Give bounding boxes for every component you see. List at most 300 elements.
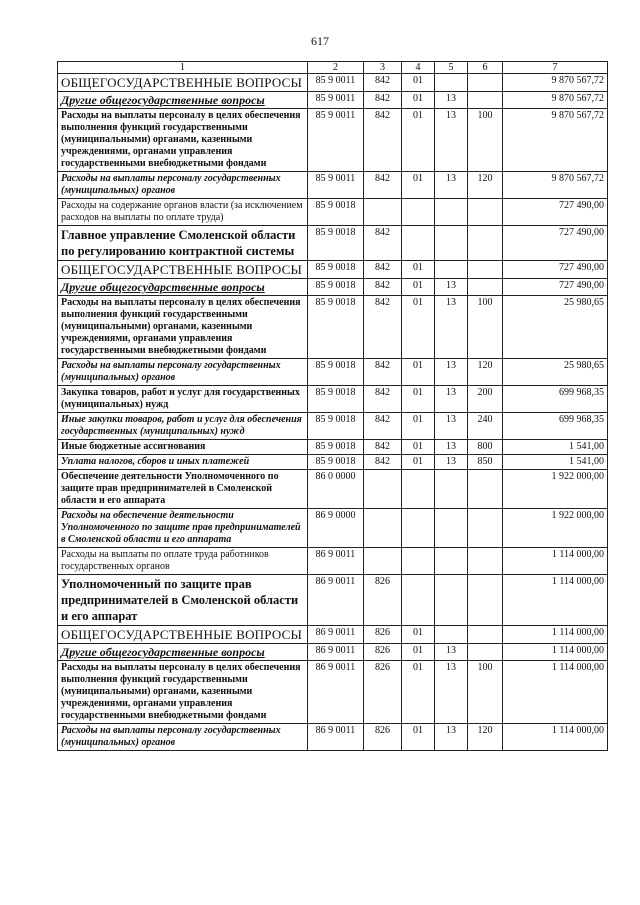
row-name: Расходы на выплаты по оплате труда работников государственных органов: [61, 549, 269, 572]
section-code-cell: [402, 455, 435, 470]
row-name-cell: [58, 261, 308, 279]
target-article-code-cell: [308, 470, 364, 509]
table-row: [58, 172, 608, 199]
amount: 727 490,00: [559, 262, 604, 273]
row-name: Иные бюджетные ассигнования: [61, 441, 206, 452]
target-article-code: 86 9 0011: [315, 662, 356, 673]
expense-type-code-cell: [468, 548, 503, 575]
amount: 1 114 000,00: [551, 549, 604, 560]
ministry-code: 842: [375, 280, 390, 291]
ministry-code-cell: [364, 74, 402, 92]
row-name: ОБЩЕГОСУДАРСТВЕННЫЕ ВОПРОСЫ: [61, 627, 302, 642]
table-row: [58, 413, 608, 440]
amount: 1 114 000,00: [551, 725, 604, 736]
target-article-code: 85 9 0018: [315, 280, 356, 291]
section-code-cell: [402, 575, 435, 626]
table-row: [58, 386, 608, 413]
table-row: [58, 644, 608, 661]
row-name-cell: [58, 548, 308, 575]
target-article-code: 85 9 0018: [315, 456, 356, 467]
section-code-cell: [402, 92, 435, 109]
section-code-cell: [402, 109, 435, 172]
column-number-row: [58, 62, 608, 74]
ministry-code-cell: [364, 92, 402, 109]
row-name: Расходы на выплаты персоналу в целях обеспечения выполнения функций государственными (муниципальными) органами, казенными учреждениями, органами управления государственными внебюджетными фондами: [61, 110, 301, 169]
row-name: Расходы на выплаты персоналу в целях обеспечения выполнения функций государственными (муниципальными) органами, казенными учреждениями, органами управления государственными внебюджетными фондами: [61, 297, 301, 356]
expense-type-code-cell: [468, 626, 503, 644]
subsection-code-cell: [435, 470, 468, 509]
subsection-code-cell: [435, 724, 468, 751]
amount-cell: [503, 296, 608, 359]
expense-type-code-cell: [468, 661, 503, 724]
section-code: 01: [413, 360, 423, 371]
subsection-code-cell: [435, 261, 468, 279]
table-row: [58, 261, 608, 279]
row-name-cell: [58, 226, 308, 261]
amount-cell: [503, 509, 608, 548]
target-article-code: 86 9 0011: [315, 645, 356, 656]
section-code: 01: [413, 75, 423, 86]
section-code-cell: [402, 279, 435, 296]
expense-type-code: 100: [477, 297, 493, 308]
expense-type-code-cell: [468, 455, 503, 470]
section-code-cell: [402, 359, 435, 386]
subsection-code: 13: [446, 297, 456, 308]
row-name-cell: [58, 199, 308, 226]
expense-type-code-cell: [468, 509, 503, 548]
target-article-code: 85 9 0018: [315, 262, 356, 273]
target-article-code-cell: [308, 575, 364, 626]
ministry-code: 842: [375, 262, 390, 273]
ministry-code: 842: [375, 441, 390, 452]
expense-type-code-cell: [468, 109, 503, 172]
target-article-code-cell: [308, 296, 364, 359]
target-article-code: 85 9 0018: [315, 200, 356, 211]
expense-type-code-cell: [468, 386, 503, 413]
ministry-code-cell: [364, 575, 402, 626]
section-code: 01: [413, 173, 423, 184]
section-code-cell: [402, 509, 435, 548]
ministry-code-cell: [364, 644, 402, 661]
target-article-code: 86 9 0011: [315, 576, 356, 587]
expense-type-code: 850: [477, 456, 493, 467]
amount: 1 541,00: [569, 441, 604, 452]
expense-type-code: 240: [477, 414, 493, 425]
ministry-code: 826: [375, 725, 390, 736]
row-name-cell: [58, 296, 308, 359]
subsection-code: 13: [446, 456, 456, 467]
amount-cell: [503, 724, 608, 751]
expense-type-code-cell: [468, 359, 503, 386]
table-row: [58, 440, 608, 455]
amount-cell: [503, 92, 608, 109]
subsection-code-cell: [435, 440, 468, 455]
target-article-code: 85 9 0018: [315, 441, 356, 452]
amount: 699 968,35: [559, 414, 604, 425]
ministry-code-cell: [364, 261, 402, 279]
row-name-cell: [58, 626, 308, 644]
expense-type-code-cell: [468, 279, 503, 296]
section-code-cell: [402, 724, 435, 751]
expense-type-code-cell: [468, 226, 503, 261]
amount: 1 114 000,00: [551, 662, 604, 673]
section-code-cell: [402, 74, 435, 92]
subsection-code-cell: [435, 455, 468, 470]
row-name-cell: [58, 644, 308, 661]
row-name: ОБЩЕГОСУДАРСТВЕННЫЕ ВОПРОСЫ: [61, 262, 302, 277]
expense-type-code: 100: [477, 662, 493, 673]
section-code: 01: [413, 414, 423, 425]
section-code-cell: [402, 386, 435, 413]
subsection-code-cell: [435, 548, 468, 575]
target-article-code-cell: [308, 279, 364, 296]
target-article-code: 85 9 0011: [315, 173, 356, 184]
section-code-cell: [402, 261, 435, 279]
ministry-code-cell: [364, 440, 402, 455]
amount-cell: [503, 626, 608, 644]
row-name-cell: [58, 575, 308, 626]
table-row: [58, 92, 608, 109]
section-code: 01: [413, 441, 423, 452]
ministry-code-cell: [364, 509, 402, 548]
ministry-code-cell: [364, 548, 402, 575]
amount: 1 114 000,00: [551, 627, 604, 638]
target-article-code-cell: [308, 626, 364, 644]
page-number: 617: [311, 34, 329, 48]
section-code: 01: [413, 456, 423, 467]
subsection-code-cell: [435, 109, 468, 172]
ministry-code: 826: [375, 645, 390, 656]
subsection-code-cell: [435, 226, 468, 261]
expense-type-code: 800: [477, 441, 493, 452]
subsection-code-cell: [435, 575, 468, 626]
ministry-code-cell: [364, 455, 402, 470]
amount-cell: [503, 455, 608, 470]
section-code-cell: [402, 296, 435, 359]
expense-type-code-cell: [468, 575, 503, 626]
row-name-cell: [58, 109, 308, 172]
table-row: [58, 296, 608, 359]
expense-type-code: 200: [477, 387, 493, 398]
column-number: 1: [58, 62, 308, 74]
row-name: Другие общегосударственные вопросы: [61, 645, 265, 659]
ministry-code: 826: [375, 576, 390, 587]
ministry-code-cell: [364, 109, 402, 172]
row-name-cell: [58, 92, 308, 109]
subsection-code: 13: [446, 414, 456, 425]
target-article-code: 86 9 0000: [315, 510, 356, 521]
expense-type-code: 120: [477, 173, 493, 184]
section-code: 01: [413, 725, 423, 736]
ministry-code-cell: [364, 172, 402, 199]
column-number: 7: [503, 62, 608, 74]
ministry-code: 842: [375, 360, 390, 371]
ministry-code-cell: [364, 626, 402, 644]
expense-type-code-cell: [468, 296, 503, 359]
row-name: Расходы на содержание органов власти (за исключением расходов на выплаты по оплате труда): [61, 200, 303, 223]
target-article-code: 86 0 0000: [315, 471, 356, 482]
ministry-code: 842: [375, 297, 390, 308]
amount-cell: [503, 548, 608, 575]
amount-cell: [503, 74, 608, 92]
row-name: ОБЩЕГОСУДАРСТВЕННЫЕ ВОПРОСЫ: [61, 75, 302, 90]
amount-cell: [503, 644, 608, 661]
subsection-code: 13: [446, 441, 456, 452]
column-number: 5: [435, 62, 468, 74]
expense-type-code-cell: [468, 199, 503, 226]
row-name: Расходы на выплаты персоналу государственных (муниципальных) органов: [61, 725, 281, 748]
row-name-cell: [58, 509, 308, 548]
amount-cell: [503, 661, 608, 724]
subsection-code-cell: [435, 172, 468, 199]
amount-cell: [503, 172, 608, 199]
ministry-code: 842: [375, 456, 390, 467]
section-code-cell: [402, 626, 435, 644]
row-name: Уполномоченный по защите прав предпринимателей в Смоленской области и его аппарат: [61, 577, 299, 623]
section-code-cell: [402, 644, 435, 661]
section-code-cell: [402, 470, 435, 509]
subsection-code-cell: [435, 661, 468, 724]
target-article-code-cell: [308, 455, 364, 470]
subsection-code: 13: [446, 110, 456, 121]
subsection-code-cell: [435, 92, 468, 109]
ministry-code-cell: [364, 279, 402, 296]
expense-type-code-cell: [468, 261, 503, 279]
row-name: Закупка товаров, работ и услуг для государственных (муниципальных) нужд: [61, 387, 300, 410]
table-row: [58, 109, 608, 172]
ministry-code: 842: [375, 93, 390, 104]
ministry-code-cell: [364, 226, 402, 261]
expense-type-code-cell: [468, 413, 503, 440]
ministry-code: 842: [375, 110, 390, 121]
subsection-code: 13: [446, 280, 456, 291]
table-row: [58, 359, 608, 386]
subsection-code-cell: [435, 626, 468, 644]
ministry-code-cell: [364, 661, 402, 724]
target-article-code-cell: [308, 661, 364, 724]
subsection-code-cell: [435, 279, 468, 296]
section-code-cell: [402, 172, 435, 199]
expense-type-code-cell: [468, 172, 503, 199]
amount: 1 922 000,00: [551, 471, 604, 482]
section-code: 01: [413, 627, 423, 638]
target-article-code: 85 9 0018: [315, 414, 356, 425]
expense-type-code: 120: [477, 360, 493, 371]
target-article-code-cell: [308, 92, 364, 109]
table-row: [58, 509, 608, 548]
expense-type-code-cell: [468, 92, 503, 109]
ministry-code: 842: [375, 387, 390, 398]
section-code-cell: [402, 199, 435, 226]
section-code-cell: [402, 440, 435, 455]
table-row: [58, 470, 608, 509]
ministry-code: 842: [375, 414, 390, 425]
table-row: [58, 226, 608, 261]
amount: 1 922 000,00: [551, 510, 604, 521]
target-article-code: 86 9 0011: [315, 627, 356, 638]
row-name-cell: [58, 724, 308, 751]
amount-cell: [503, 386, 608, 413]
ministry-code: 842: [375, 227, 390, 238]
row-name-cell: [58, 470, 308, 509]
table-row: [58, 661, 608, 724]
row-name-cell: [58, 172, 308, 199]
expense-type-code-cell: [468, 74, 503, 92]
target-article-code-cell: [308, 261, 364, 279]
subsection-code-cell: [435, 199, 468, 226]
subsection-code: 13: [446, 725, 456, 736]
subsection-code: 13: [446, 387, 456, 398]
subsection-code-cell: [435, 359, 468, 386]
target-article-code-cell: [308, 386, 364, 413]
amount-cell: [503, 575, 608, 626]
amount: 1 541,00: [569, 456, 604, 467]
ministry-code: 842: [375, 75, 390, 86]
row-name: Расходы на выплаты персоналу в целях обеспечения выполнения функций государственными (муниципальными) органами, казенными учреждениями, органами управления государственными внебюджетными фондами: [61, 662, 301, 721]
amount: 9 870 567,72: [551, 75, 604, 86]
target-article-code: 85 9 0018: [315, 227, 356, 238]
section-code-cell: [402, 548, 435, 575]
row-name-cell: [58, 359, 308, 386]
row-name-cell: [58, 661, 308, 724]
ministry-code-cell: [364, 199, 402, 226]
expense-type-code: 100: [477, 110, 493, 121]
subsection-code-cell: [435, 296, 468, 359]
column-number: 4: [402, 62, 435, 74]
section-code: 01: [413, 645, 423, 656]
section-code-cell: [402, 661, 435, 724]
target-article-code-cell: [308, 109, 364, 172]
ministry-code: 842: [375, 173, 390, 184]
section-code: 01: [413, 93, 423, 104]
target-article-code-cell: [308, 724, 364, 751]
target-article-code-cell: [308, 359, 364, 386]
row-name: Расходы на обеспечение деятельности Уполномоченного по защите прав предпринимателей в Смоленской области и его аппарата: [61, 510, 301, 545]
row-name-cell: [58, 455, 308, 470]
table-row: [58, 279, 608, 296]
section-code: 01: [413, 297, 423, 308]
subsection-code-cell: [435, 413, 468, 440]
section-code: 01: [413, 387, 423, 398]
amount: 25 980,65: [564, 297, 604, 308]
row-name: Другие общегосударственные вопросы: [61, 93, 265, 107]
target-article-code-cell: [308, 440, 364, 455]
row-name: Другие общегосударственные вопросы: [61, 280, 265, 294]
subsection-code: 13: [446, 93, 456, 104]
subsection-code: 13: [446, 360, 456, 371]
amount-cell: [503, 109, 608, 172]
amount: 25 980,65: [564, 360, 604, 371]
target-article-code-cell: [308, 413, 364, 440]
amount-cell: [503, 226, 608, 261]
row-name: Иные закупки товаров, работ и услуг для обеспечения государственных (муниципальных) нужд: [61, 414, 302, 437]
amount-cell: [503, 413, 608, 440]
table-row: [58, 455, 608, 470]
amount: 699 968,35: [559, 387, 604, 398]
amount: 727 490,00: [559, 200, 604, 211]
budget-table: [57, 61, 608, 751]
column-number: 2: [308, 62, 364, 74]
target-article-code-cell: [308, 199, 364, 226]
ministry-code-cell: [364, 386, 402, 413]
table-row: [58, 548, 608, 575]
subsection-code-cell: [435, 386, 468, 413]
target-article-code: 85 9 0011: [315, 93, 356, 104]
section-code: 01: [413, 280, 423, 291]
ministry-code-cell: [364, 296, 402, 359]
ministry-code-cell: [364, 470, 402, 509]
table-row: [58, 626, 608, 644]
amount-cell: [503, 440, 608, 455]
column-number: 3: [364, 62, 402, 74]
row-name-cell: [58, 386, 308, 413]
row-name: Расходы на выплаты персоналу государственных (муниципальных) органов: [61, 173, 281, 196]
row-name: Расходы на выплаты персоналу государственных (муниципальных) органов: [61, 360, 281, 383]
table-row: [58, 199, 608, 226]
section-code-cell: [402, 413, 435, 440]
target-article-code-cell: [308, 548, 364, 575]
subsection-code: 13: [446, 662, 456, 673]
section-code: 01: [413, 110, 423, 121]
ministry-code-cell: [364, 413, 402, 440]
target-article-code: 86 9 0011: [315, 549, 356, 560]
target-article-code: 85 9 0018: [315, 360, 356, 371]
row-name: Главное управление Смоленской области по регулированию контрактной системы: [61, 228, 296, 258]
amount: 727 490,00: [559, 227, 604, 238]
expense-type-code-cell: [468, 724, 503, 751]
section-code-cell: [402, 226, 435, 261]
subsection-code-cell: [435, 509, 468, 548]
ministry-code: 826: [375, 662, 390, 673]
amount-cell: [503, 359, 608, 386]
amount-cell: [503, 279, 608, 296]
ministry-code: 826: [375, 627, 390, 638]
subsection-code-cell: [435, 644, 468, 661]
subsection-code: 13: [446, 173, 456, 184]
expense-type-code-cell: [468, 440, 503, 455]
target-article-code: 85 9 0018: [315, 387, 356, 398]
row-name-cell: [58, 440, 308, 455]
target-article-code-cell: [308, 644, 364, 661]
amount-cell: [503, 470, 608, 509]
target-article-code: 85 9 0011: [315, 75, 356, 86]
target-article-code: 85 9 0011: [315, 110, 356, 121]
section-code: 01: [413, 262, 423, 273]
amount: 9 870 567,72: [551, 110, 604, 121]
table-row: [58, 575, 608, 626]
row-name-cell: [58, 74, 308, 92]
expense-type-code-cell: [468, 470, 503, 509]
expense-type-code-cell: [468, 644, 503, 661]
target-article-code-cell: [308, 509, 364, 548]
amount-cell: [503, 261, 608, 279]
amount: 1 114 000,00: [551, 576, 604, 587]
amount: 1 114 000,00: [551, 645, 604, 656]
target-article-code-cell: [308, 226, 364, 261]
subsection-code: 13: [446, 645, 456, 656]
row-name-cell: [58, 279, 308, 296]
ministry-code-cell: [364, 724, 402, 751]
amount: 9 870 567,72: [551, 93, 604, 104]
table-row: [58, 74, 608, 92]
row-name-cell: [58, 413, 308, 440]
target-article-code: 85 9 0018: [315, 297, 356, 308]
target-article-code-cell: [308, 172, 364, 199]
row-name: Уплата налогов, сборов и иных платежей: [61, 456, 250, 467]
column-number: 6: [468, 62, 503, 74]
amount-cell: [503, 199, 608, 226]
amount: 9 870 567,72: [551, 173, 604, 184]
